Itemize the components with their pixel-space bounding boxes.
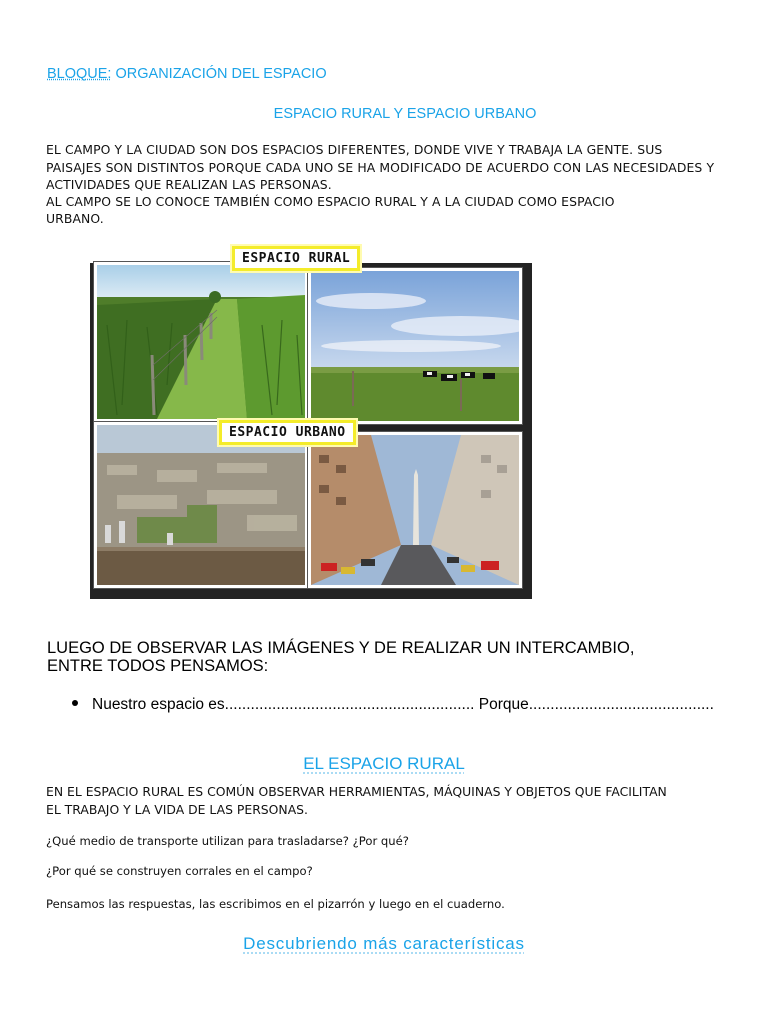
rural-section-title [0, 754, 768, 774]
rural-line: EL TRABAJO Y LA VIDA DE LAS PERSONAS. [46, 801, 308, 817]
intro-line: EL CAMPO Y LA CIUDAD SON DOS ESPACIOS DIFERENTES, DONDE VIVE Y TRABAJA LA GENTE. SUS [46, 142, 663, 157]
question-heading [47, 639, 747, 675]
intro-line: URBANO. [46, 211, 104, 226]
aerial-city-photo [94, 422, 308, 588]
rural-title-text: EL ESPACIO RURAL [303, 754, 465, 773]
photo-collage [86, 246, 536, 602]
question-transport: ¿Qué medio de transporte utilizan para trasladarse? ¿Por qué? [46, 834, 409, 848]
intro-line: PAISAJES SON DISTINTOS PORQUE CADA UNO SE HA MODIFICADO DE ACUERDO CON LAS NECESIDADES Y [46, 159, 715, 175]
block-heading [47, 66, 327, 82]
intro-line: AL CAMPO SE LO CONOCE TAMBIÉN COMO ESPACIO RURAL Y A LA CIUDAD COMO ESPACIO [46, 193, 615, 209]
bullet-dot [72, 700, 78, 706]
bullet-text: Nuestro espacio es.......................................................... Porque........................................... [92, 696, 714, 713]
bloque-label: BLOQUE: [47, 66, 112, 82]
question-line: LUEGO DE OBSERVAR LAS IMÁGENES Y DE REALIZAR UN INTERCAMBIO, [47, 639, 635, 657]
aerial-city-image [97, 425, 305, 585]
cornfield-image [97, 265, 305, 419]
answer-bullet [72, 696, 714, 714]
question-line: ENTRE TODOS PENSAMOS: [47, 657, 269, 675]
intro-line: ACTIVIDADES QUE REALIZAN LAS PERSONAS. [46, 177, 332, 192]
cornfield-photo [94, 262, 308, 422]
bloque-title: ORGANIZACIÓN DEL ESPACIO [115, 66, 327, 82]
page-subtitle: ESPACIO RURAL Y ESPACIO URBANO [273, 106, 537, 122]
city-street-photo [308, 432, 522, 588]
rural-line: EN EL ESPACIO RURAL ES COMÚN OBSERVAR HERRAMIENTAS, MÁQUINAS Y OBJETOS QUE FACILITAN [46, 784, 667, 799]
rural-paragraph [46, 783, 746, 818]
pasture-image [311, 271, 519, 421]
intro-paragraph [46, 141, 746, 228]
city-street-image [311, 435, 519, 585]
question-corrales: ¿Por qué se construyen corrales en el campo? [46, 864, 313, 878]
urban-tag: ESPACIO URBANO [219, 420, 356, 445]
more-section-title [0, 934, 768, 954]
more-title-text: Descubriendo más características [243, 934, 525, 953]
instruction-answers: Pensamos las respuestas, las escribimos en el pizarrón y luego en el cuaderno. [46, 897, 505, 911]
pasture-photo [308, 268, 522, 424]
rural-tag: ESPACIO RURAL [232, 246, 360, 271]
